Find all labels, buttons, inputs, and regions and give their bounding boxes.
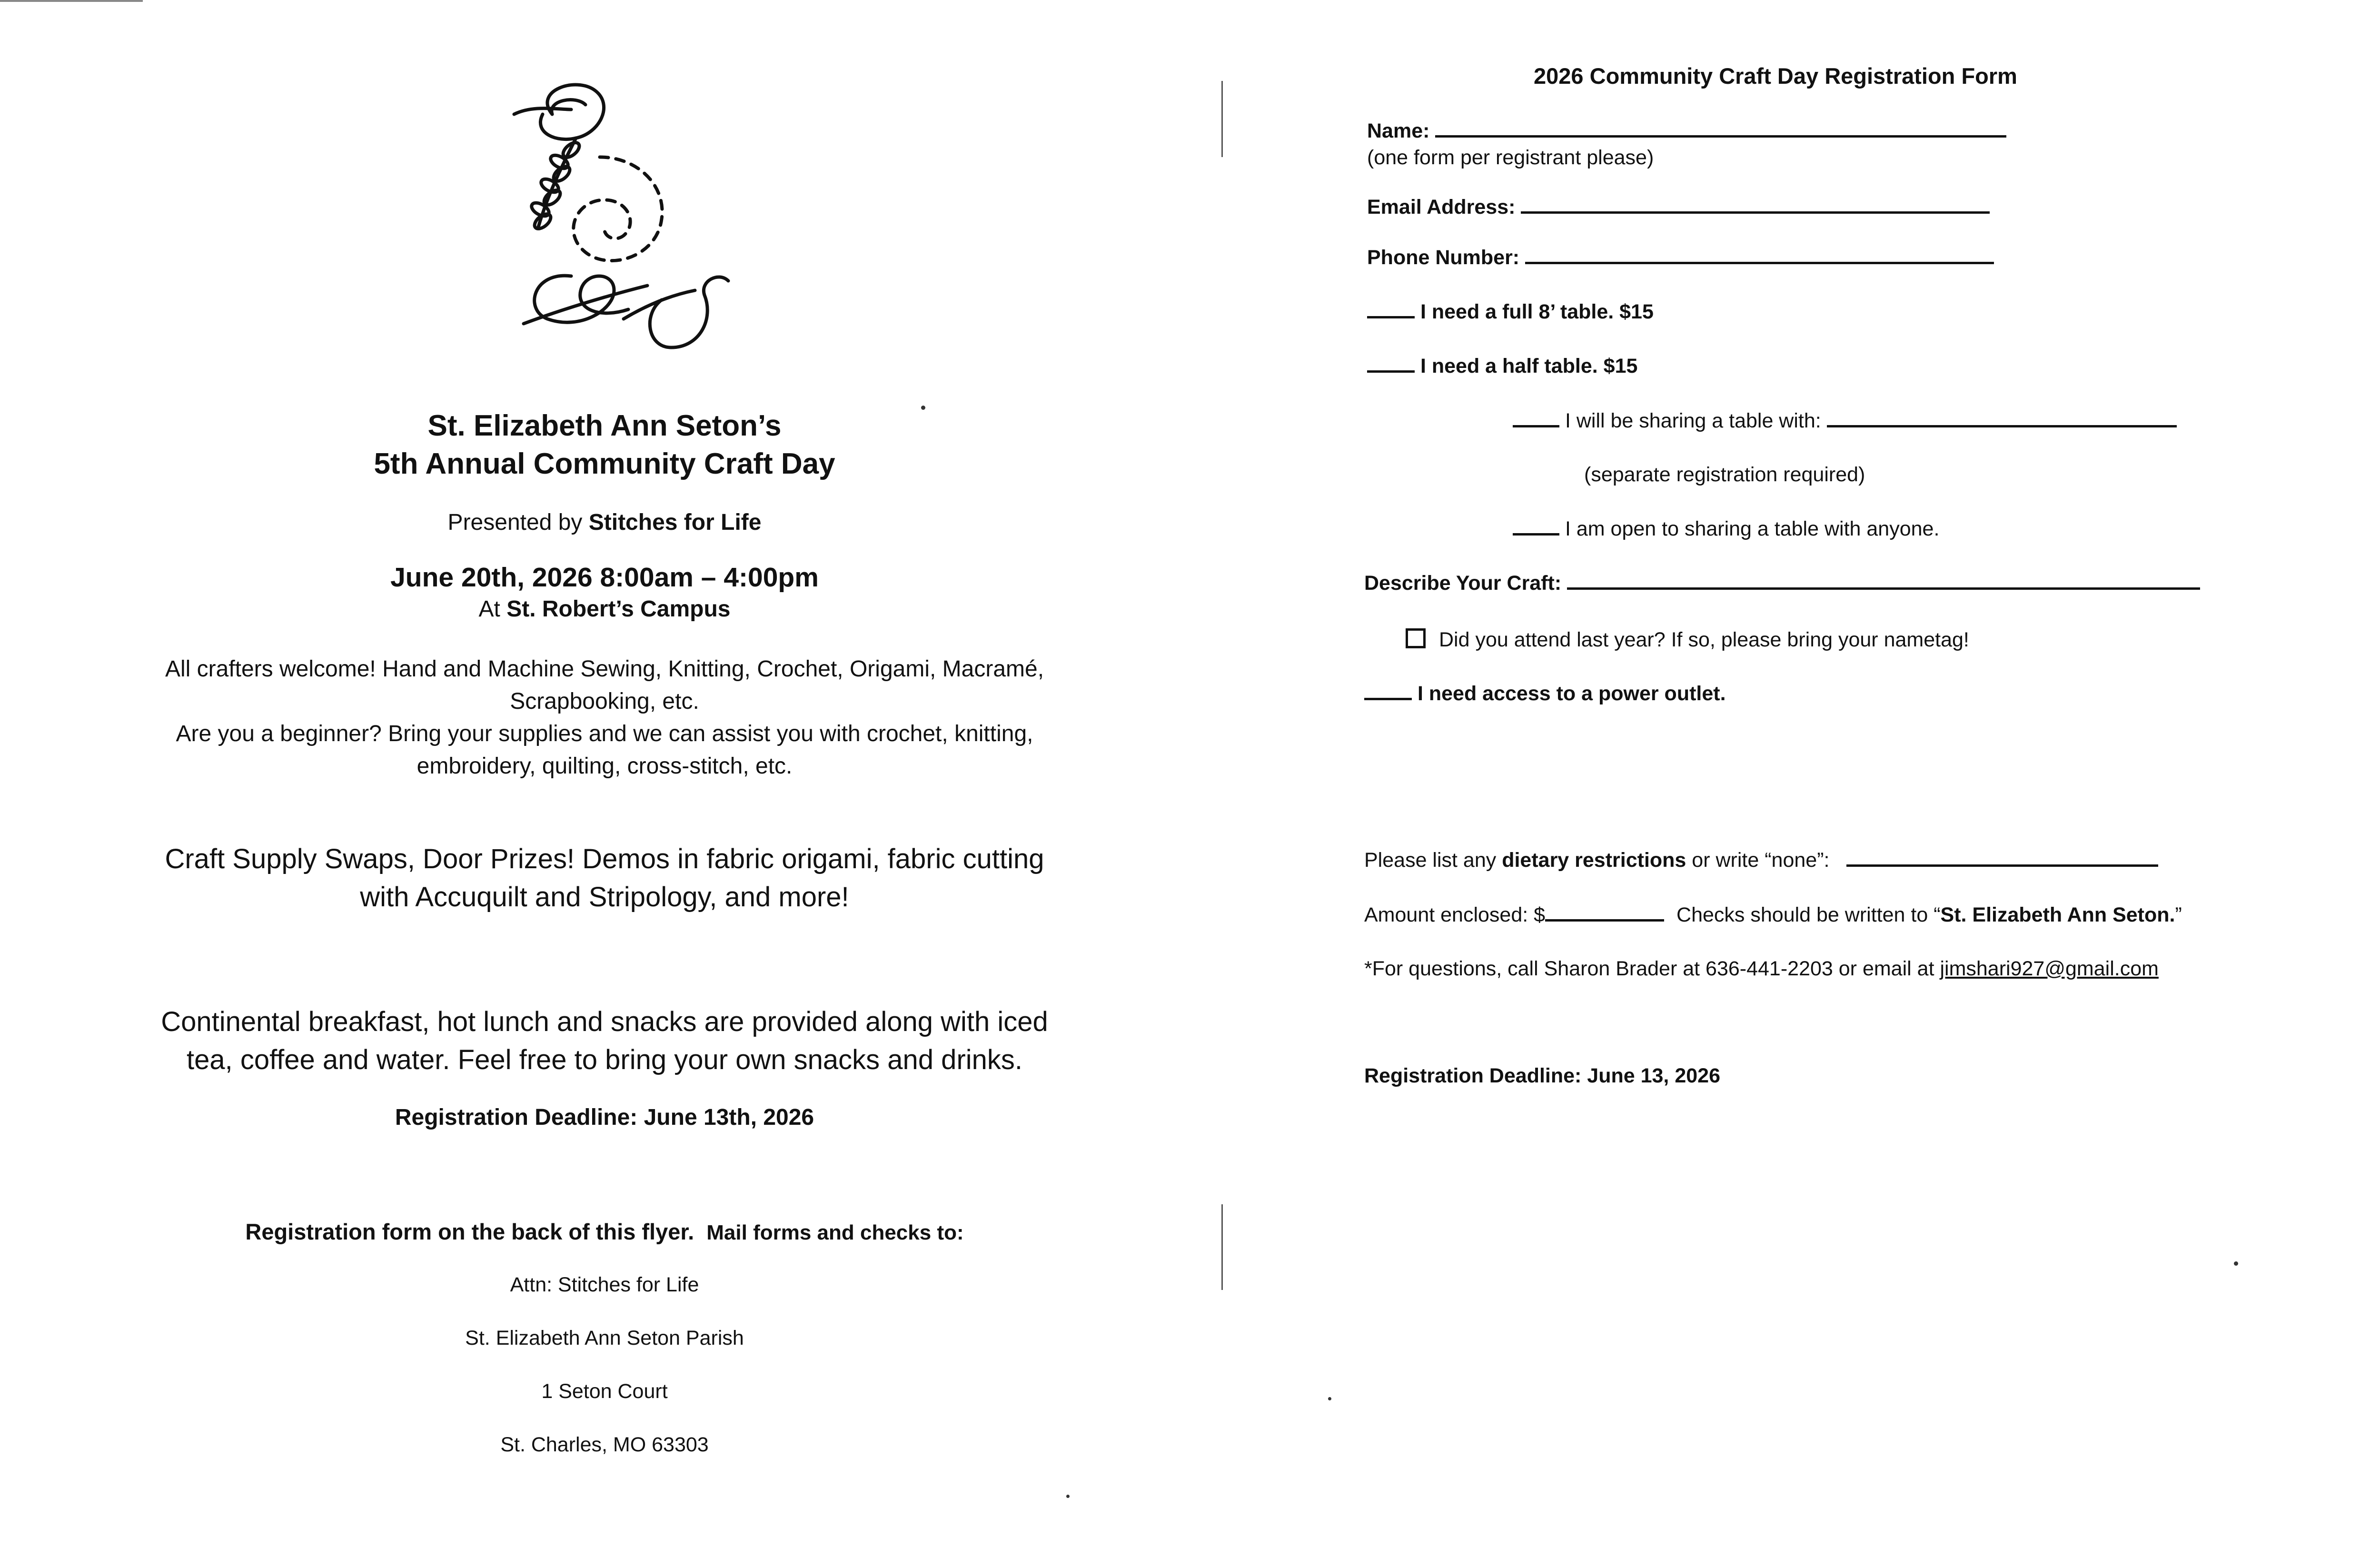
power-row: I need access to a power outlet. [1364,681,1726,706]
flyer-title-line2: 5th Annual Community Craft Day [374,447,835,480]
half-table-blank[interactable] [1367,370,1415,373]
sharing-blank[interactable] [1513,425,1559,427]
scan-speck [1066,1495,1070,1498]
food-paragraph: Continental breakfast, hot lunch and snacks are provided along with iced tea, coffee and water. Feel free to bring your own snacks and drinks. [161,1006,1048,1075]
open-sharing-row: I am open to sharing a table with anyone. [1513,516,1939,542]
dietary-field[interactable] [1846,864,2158,867]
scan-speck [921,406,925,410]
amount-field[interactable] [1545,919,1664,922]
presented-by: Presented by Stitches for Life [447,510,762,535]
sharing-row: I will be sharing a table with: [1513,408,2177,434]
swaps-paragraph: Craft Supply Swaps, Door Prizes! Demos in fabric origami, fabric cutting with Accuquilt and Stripology, and more! [165,843,1044,912]
event-datetime: June 20th, 2026 8:00am – 4:00pm [390,562,819,593]
sharing-partner-field[interactable] [1827,425,2177,427]
describe-craft-row: Describe Your Craft: [1364,570,2200,596]
phone-field[interactable] [1525,262,1994,264]
describe-craft-field[interactable] [1567,587,2200,590]
address-line-1: Attn: Stitches for Life [510,1273,699,1296]
scan-edge-mark [0,0,143,2]
embroidery-logo [505,71,752,367]
dietary-row: Please list any dietary restrictions or write “none”: [1364,847,2158,873]
presenter-name: Stitches for Life [588,510,762,535]
flyer-deadline: Registration Deadline: June 13th, 2026 [395,1105,814,1130]
mail-note: Registration form on the back of this flyer. Mail forms and checks to: [245,1219,964,1244]
half-table-row: I need a half table. $15 [1367,353,1637,379]
separate-registration-note: (separate registration required) [1584,463,1865,486]
form-title: 2026 Community Craft Day Registration Form [1534,63,2017,89]
name-note: (one form per registrant please) [1367,146,1654,169]
full-table-blank[interactable] [1367,316,1415,318]
attended-checkbox[interactable] [1406,628,1426,648]
registration-form-page [1209,0,2380,1567]
email-row: Email Address: [1367,194,1990,220]
contact-email-link[interactable]: jimshari927@gmail.com [1940,957,2159,980]
flyer-title-line1: St. Elizabeth Ann Seton’s [427,409,782,442]
email-field[interactable] [1521,211,1990,214]
address-line-2: St. Elizabeth Ann Seton Parish [465,1327,744,1349]
full-table-row: I need a full 8’ table. $15 [1367,299,1654,325]
amount-row: Amount enclosed: $ Checks should be written to “St. Elizabeth Ann Seton.” [1364,903,2182,926]
attended-row: Did you attend last year? If so, please bring your nametag! [1406,627,1969,653]
welcome-paragraph: All crafters welcome! Hand and Machine Sewing, Knitting, Crochet, Origami, Macramé, Scrapbooking, etc. Are you a beginner? Bring your supplies and we can assist you with crochet, knitting, embroidery, quilting, cross-stitch, etc. [165,656,1044,779]
name-row: Name: [1367,118,2006,144]
name-field[interactable] [1435,135,2006,138]
power-blank[interactable] [1364,698,1412,700]
form-deadline: Registration Deadline: June 13, 2026 [1364,1064,1720,1087]
address-line-3: 1 Seton Court [541,1380,668,1403]
questions-row: *For questions, call Sharon Brader at 636-441-2203 or email at jimshari927@gmail.com [1364,957,2159,980]
event-location: At St. Robert’s Campus [478,596,731,622]
address-line-4: St. Charles, MO 63303 [500,1433,709,1456]
open-sharing-blank[interactable] [1513,533,1559,536]
phone-row: Phone Number: [1367,245,1994,270]
